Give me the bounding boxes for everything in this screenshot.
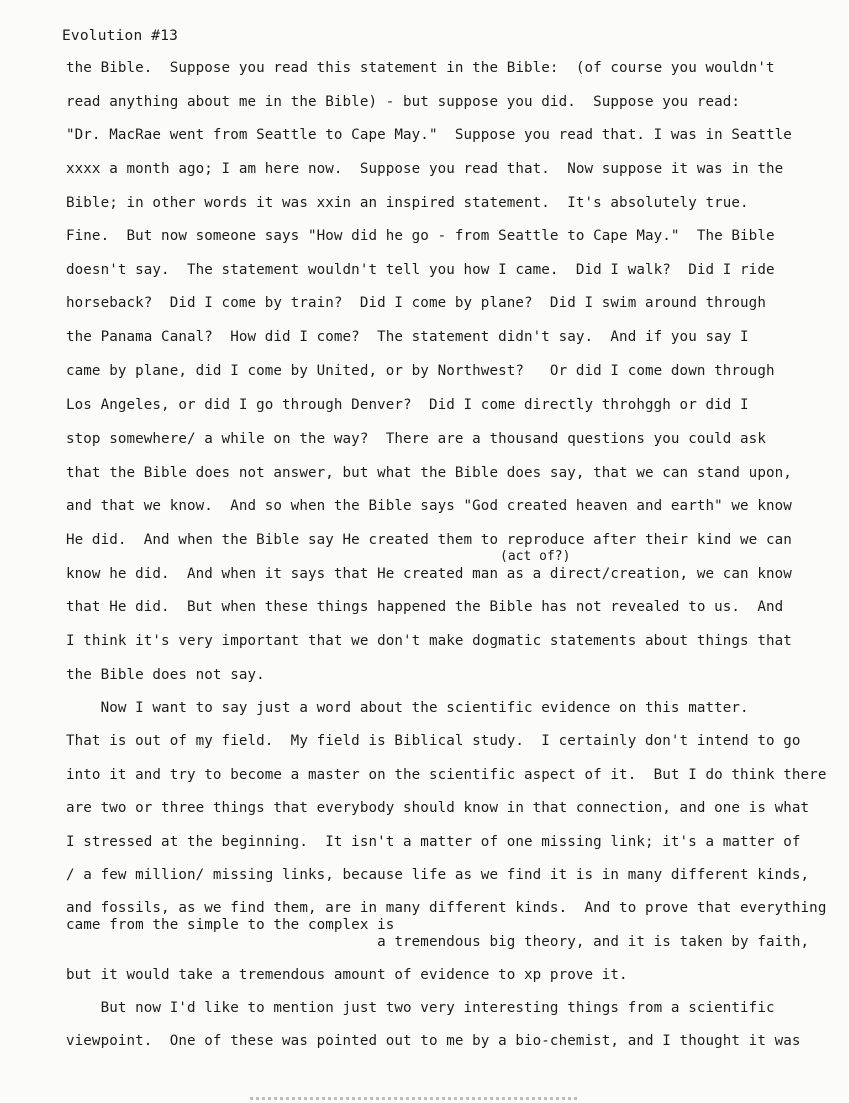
text-line: and that we know. And so when the Bible says "God created heaven and earth" we know (66, 498, 792, 514)
text-line: came from the simple to the complex is (66, 917, 395, 933)
text-line: read anything about me in the Bible) - but suppose you did. Suppose you read: (66, 94, 741, 110)
text-line: stop somewhere/ a while on the way? There are a thousand questions you could ask (66, 431, 766, 447)
text-line: I stressed at the beginning. It isn't a matter of one missing link; it's a matter of (66, 834, 801, 850)
text-line: a tremendous big theory, and it is taken by faith, (66, 934, 810, 950)
text-line: that the Bible does not answer, but what the Bible does say, that we can stand upon, (66, 465, 792, 481)
page-bottom-edge (250, 1097, 580, 1100)
text-line: He did. And when the Bible say He created them to reproduce after their kind we can (66, 532, 792, 548)
text-line: know he did. And when it says that He created man as a direct/creation, we can know (66, 566, 792, 582)
text-line: viewpoint. One of these was pointed out to me by a bio-chemist, and I thought it was (66, 1033, 801, 1049)
text-line: That is out of my field. My field is Biblical study. I certainly don't intend to go (66, 733, 801, 749)
text-line: are two or three things that everybody should know in that connection, and one is what (66, 800, 810, 816)
page-header: Evolution #13 (62, 28, 179, 44)
text-line: doesn't say. The statement wouldn't tell you how I came. Did I walk? Did I ride (66, 262, 775, 278)
text-line: xxxx a month ago; I am here now. Suppose you read that. Now suppose it was in the (66, 161, 784, 177)
text-line: Bible; in other words it was xxin an inspired statement. It's absolutely true. (66, 195, 749, 211)
text-line: Los Angeles, or did I go through Denver? Did I come directly throhggh or did I (66, 397, 749, 413)
text-line: But now I'd like to mention just two very interesting things from a scientific (66, 1000, 775, 1016)
handwritten-insert: (act of?) (500, 549, 571, 564)
text-line: "Dr. MacRae went from Seattle to Cape May." Suppose you read that. I was in Seattle (66, 127, 792, 143)
text-line: the Bible. Suppose you read this statement in the Bible: (of course you wouldn't (66, 60, 775, 76)
text-line: into it and try to become a master on the scientific aspect of it. But I do think there (66, 767, 827, 783)
text-line: / a few million/ missing links, because life as we find it is in many different kinds, (66, 867, 810, 883)
text-line: the Bible does not say. (66, 667, 265, 683)
text-line: Now I want to say just a word about the scientific evidence on this matter. (66, 700, 749, 716)
text-line: the Panama Canal? How did I come? The statement didn't say. And if you say I (66, 329, 749, 345)
text-line: that He did. But when these things happened the Bible has not revealed to us. And (66, 599, 784, 615)
text-line: I think it's very important that we don't make dogmatic statements about things that (66, 633, 792, 649)
text-line: but it would take a tremendous amount of evidence to xp prove it. (66, 967, 628, 983)
text-line: came by plane, did I come by United, or by Northwest? Or did I come down through (66, 363, 775, 379)
text-line: and fossils, as we find them, are in many different kinds. And to prove that everything (66, 900, 827, 916)
text-line: horseback? Did I come by train? Did I come by plane? Did I swim around through (66, 295, 766, 311)
text-line: Fine. But now someone says "How did he go - from Seattle to Cape May." The Bible (66, 228, 775, 244)
